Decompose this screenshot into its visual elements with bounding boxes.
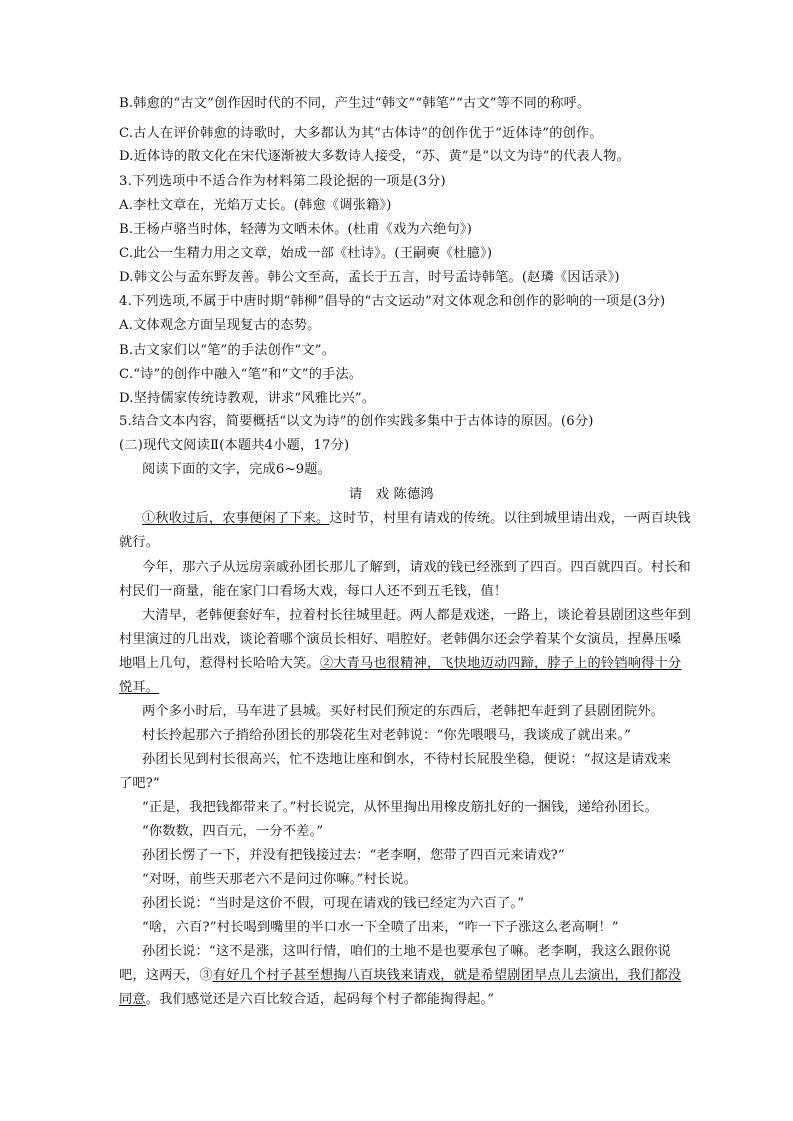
paragraph-3-line-1: 大清早，老韩便套好车，拉着村长往城里赶。两人都是戏迷，一路上，谈论着县剧团这些年到 <box>142 608 691 623</box>
paragraph-6-line-1: 孙团长见到村长很高兴，忙不迭地让座和倒水，不待村长屁股坐稳，便说：“叔这是请戏来 <box>142 752 672 767</box>
underlined-sentence-2: ②大青马也很精神，飞快地迈动四蹄，脖子上的铃铛响得十分 <box>319 656 682 671</box>
paragraph-13-line-2: 吧，这两天，③有好几个村子甚至想掏八百块钱来请戏，就是希望剧团早点儿去演出，我们都没 <box>119 968 682 983</box>
paragraph-1-line-2: 就行。 <box>119 535 160 550</box>
question-3: 3.下列选项中不适合作为材料第二段论据的一项是(3分) <box>119 174 446 189</box>
underlined-sentence-3: 有好几个村子甚至想掏八百块钱来请戏，就是希望剧团早点儿去演出，我们都没 <box>212 968 682 983</box>
section-heading: (二)现代文阅读Ⅱ(本题共4小题，17分) <box>119 438 350 453</box>
paragraph-7: “正是，我把钱都带来了。”村长说完，从怀里掏出用橡皮筋扎好的一捆钱，递给孙团长。 <box>142 800 659 815</box>
paragraph-9: 孙团长愣了一下，并没有把钱接过去：“老李啊，您带了四百元来请戏?” <box>142 848 565 863</box>
underlined-sentence-3-end: 同意 <box>119 992 146 1007</box>
option-4b: B.古文家们以“笔”的手法创作“文”。 <box>119 343 336 358</box>
option-3d: D.韩文公与孟东野友善。韩公文至高，孟长于五言，时号孟诗韩笔。(赵璘《因话录》) <box>119 270 620 285</box>
paragraph-2-line-2: 村民们一商量，能在家门口看场大戏，每口人还不到五毛钱，值！ <box>119 584 508 599</box>
option-2d: D.近体诗的散文化在宋代逐渐被大多数诗人接受，“苏、黄”是“以文为诗”的代表人物。 <box>119 149 631 164</box>
paragraph-2-line-1: 今年，那六子从远房亲戚孙团长那儿了解到，请戏的钱已经涨到了四百。四百就四百。村长和 <box>142 560 691 575</box>
paragraph-13-line-3: 同意。我们感觉还是六百比较合适，起码每个村子都能掏得起。” <box>119 992 495 1007</box>
paragraph-8: “你数数，四百元，一分不差。” <box>142 824 324 839</box>
paragraph-3-line-3: 地唱上几句，惹得村长哈哈大笑。②大青马也很精神，飞快地迈动四蹄，脖子上的铃铛响得十分 <box>119 656 682 671</box>
instruction: 阅读下面的文字，完成6~9题。 <box>142 462 332 477</box>
paragraph-1-line-1: ①秋收过后，农事便闲了下来。这时节，村里有请戏的传统。以往到城里请出戏，一两百块钱 <box>142 511 691 526</box>
paragraph-4: 两个多小时后，马车进了县城。买好村民们预定的东西后，老韩把车赶到了县剧团院外。 <box>142 704 665 719</box>
question-5: 5.结合文本内容，简要概括“以文为诗”的创作实践多集中于古体诗的原因。(6分) <box>119 414 594 429</box>
paragraph-12: “啥，六百?”村长喝到嘴里的半口水一下全喷了出来，“咋一下子涨这么老高啊！” <box>142 920 619 935</box>
paragraph-3-line-4 <box>119 678 159 698</box>
option-4a: A.文体观念方面呈现复古的态势。 <box>119 318 321 333</box>
option-2c: C.古人在评价韩愈的诗歌时，大多都认为其“古体诗”的创作优于“近体诗”的创作。 <box>119 126 603 141</box>
option-3c: C.此公一生精力用之文章，始成一部《杜诗》。(王嗣奭《杜臆》) <box>119 246 493 261</box>
option-2b: B.韩愈的“古文”创作因时代的不同，产生过“韩文”“韩笔”“古文”等不同的称呼。 <box>119 96 591 111</box>
underlined-sentence-2-end: 悦耳。 <box>119 680 160 695</box>
option-4d: D.坚持儒家传统诗教观，讲求“风雅比兴”。 <box>119 391 376 406</box>
paragraph-10: “对呀，前些天那老六不是问过你嘛。”村长说。 <box>142 872 418 887</box>
option-3a: A.李杜文章在，光焰万丈长。(韩愈《调张籍》) <box>119 198 392 213</box>
option-4c: C.“诗”的创作中融入“笔”和“文”的手法。 <box>119 367 363 382</box>
underlined-sentence-1: ①秋收过后，农事便闲了下来。 <box>142 511 330 526</box>
paragraph-6-line-2: 了吧?” <box>119 776 160 791</box>
paragraph-11: 孙团长说：“当时是这价不假，可现在请戏的钱已经定为六百了。” <box>142 896 525 911</box>
story-title: 请 戏 陈德鸿 <box>349 487 434 502</box>
paragraph-5: 村长拎起那六子捎给孙团长的那袋花生对老韩说：“你先喂喂马，我谈成了就出来。” <box>142 728 632 743</box>
question-4: 4.下列选项,不属于中唐时期“韩柳”倡导的“古文运动”对文体观念和创作的影响的一项是(3分) <box>119 294 666 309</box>
paragraph-3-line-2: 村里演过的几出戏，谈论着哪个演员长相好、唱腔好。老韩偶尔还会学着某个女演员，捏鼻压嗓 <box>119 632 682 647</box>
paragraph-13-line-1: 孙团长说：“这不是涨，这叫行情，咱们的土地不是也要承包了嘛。老李啊，我这么跟你说 <box>142 944 672 959</box>
option-3b: B.王杨卢骆当时体，轻薄为文哂未休。(杜甫《戏为六绝句》) <box>119 222 473 237</box>
